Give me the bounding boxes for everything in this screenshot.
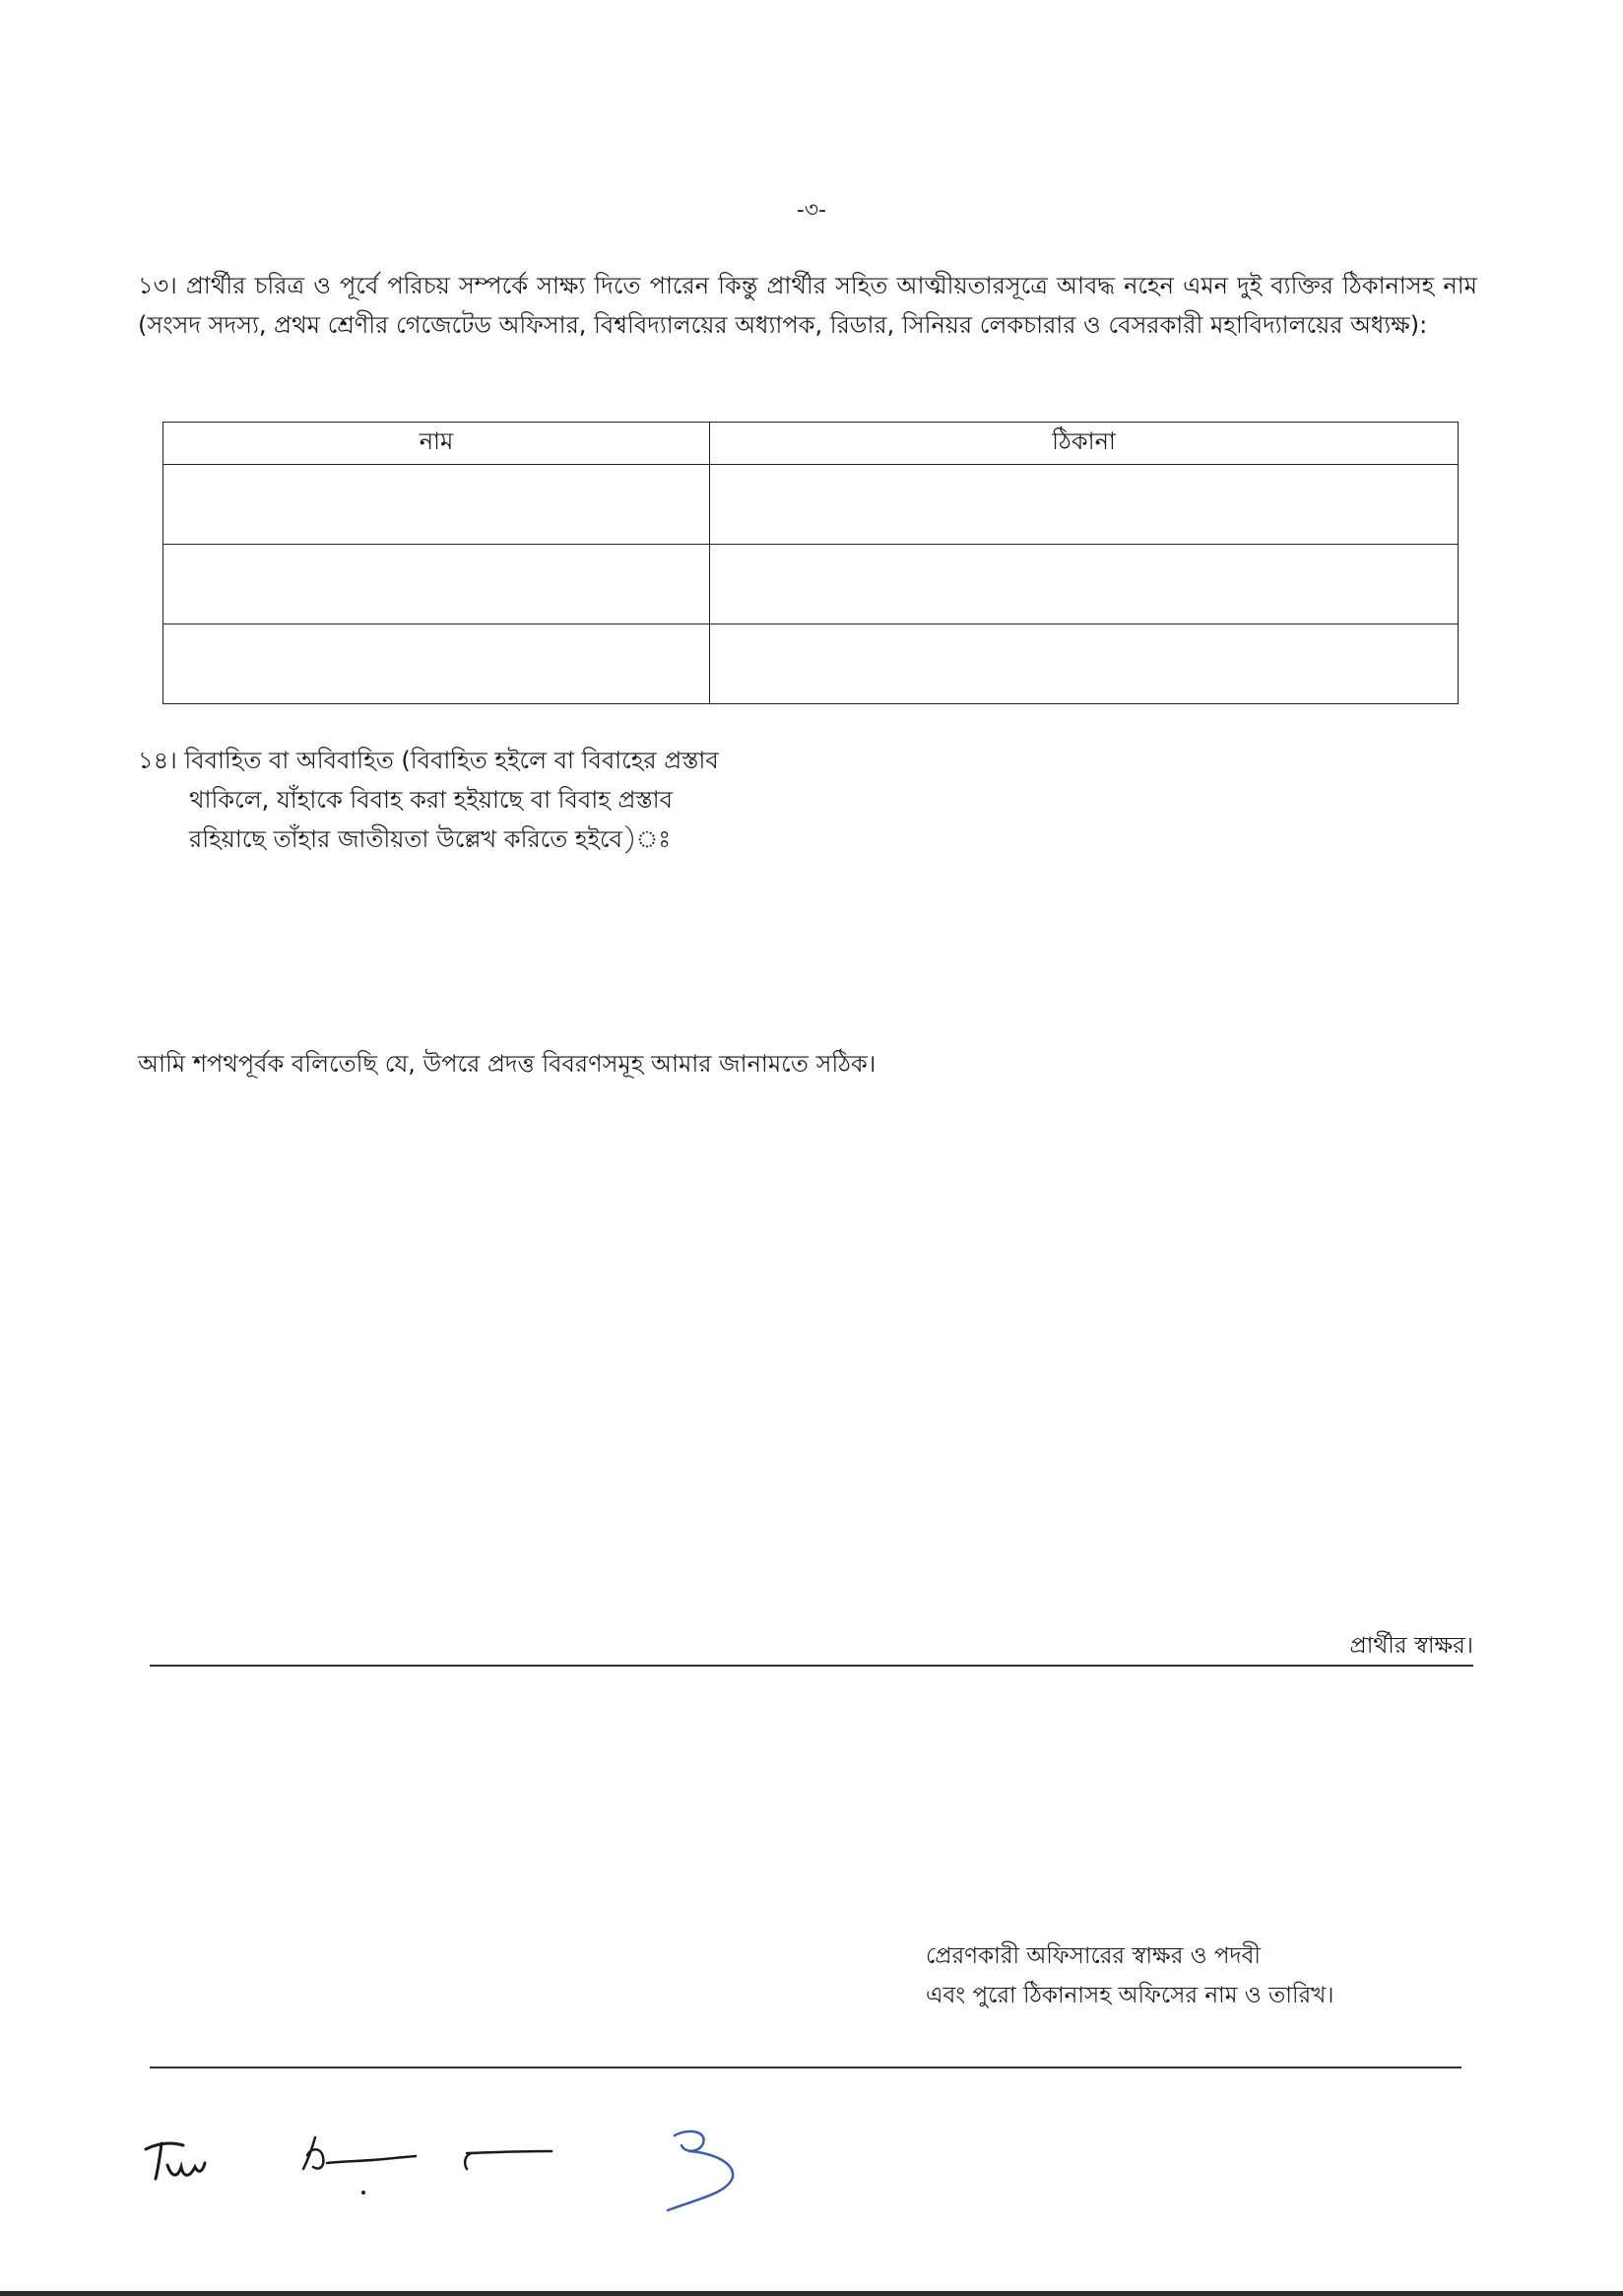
handwritten-initials [138,2108,768,2216]
item-14-line-2: থাকিলে, যাঁহাকে বিবাহ করা হইয়াছে বা বিবাহ প্রস্তাব [189,786,673,814]
column-header-name: নাম [163,423,710,465]
officer-signature-line-2: এবং পুরো ঠিকানাসহ অফিসের নাম ও তারিখ। [926,1983,1334,2008]
table-row [163,545,1459,624]
candidate-signature-line [150,1665,1473,1667]
item-14 [138,741,719,859]
referee-table [162,422,1459,704]
officer-signature-block [926,1936,1334,2015]
name-cell [163,624,710,704]
address-cell [710,624,1459,704]
initial-mark-2 [303,2137,416,2169]
item-14-line-3: রহিয়াছে তাঁহার জাতীয়তা উল্লেখ করিতে হইবে)ঃ [189,825,672,853]
address-cell [710,545,1459,624]
address-cell [710,465,1459,545]
item-14-line-1: ১৪। বিবাহিত বা অবিবাহিত (বিবাহিত হইলে বা বিবাহের প্রস্তাব [138,747,719,774]
item-13-text: ১৩। প্রার্থীর চরিত্র ও পূর্বে পরিচয় সম্পর্কে সাক্ষ্য দিতে পারেন কিন্তু প্রার্থীর সহিত আত্মীয়তারসূত্রে আবদ্ধ নহেন এমন দুই ব্যক্তির ঠিকানাসহ নাম (সংসদ সদস্য, প্রথম শ্রেণীর গেজেটেড অফিসার, বিশ্ববিদ্যালয়ের অধ্যাপক, রিডার, সিনিয়র লেকচারার ও বেসরকারী মহাবিদ্যালয়ের অধ্যক্ষ): [138,272,1477,339]
officer-signature-line [150,2066,1461,2068]
initial-mark-3 [465,2151,552,2169]
initial-mark-4 [668,2132,733,2210]
initial-mark-1 [146,2143,205,2179]
table-row [163,465,1459,545]
column-header-address: ঠিকানা [710,423,1459,465]
table-header-row [163,423,1459,465]
initial-dot [361,2191,365,2195]
scan-bottom-edge [0,2291,1623,2296]
name-cell [163,545,710,624]
table-row [163,624,1459,704]
officer-signature-line-1: প্রেরণকারী অফিসারের স্বাক্ষর ও পদবী [926,1943,1261,1969]
candidate-signature-label: প্রার্থীর স্বাক্ষর। [1349,1633,1473,1659]
name-cell [163,465,710,545]
oath-statement: আমি শপথপূর্বক বলিতেছি যে, উপরে প্রদত্ত বিবরণসমূহ আমার জানামতে সঠিক। [138,1050,876,1078]
page-number: -৩- [796,198,827,223]
